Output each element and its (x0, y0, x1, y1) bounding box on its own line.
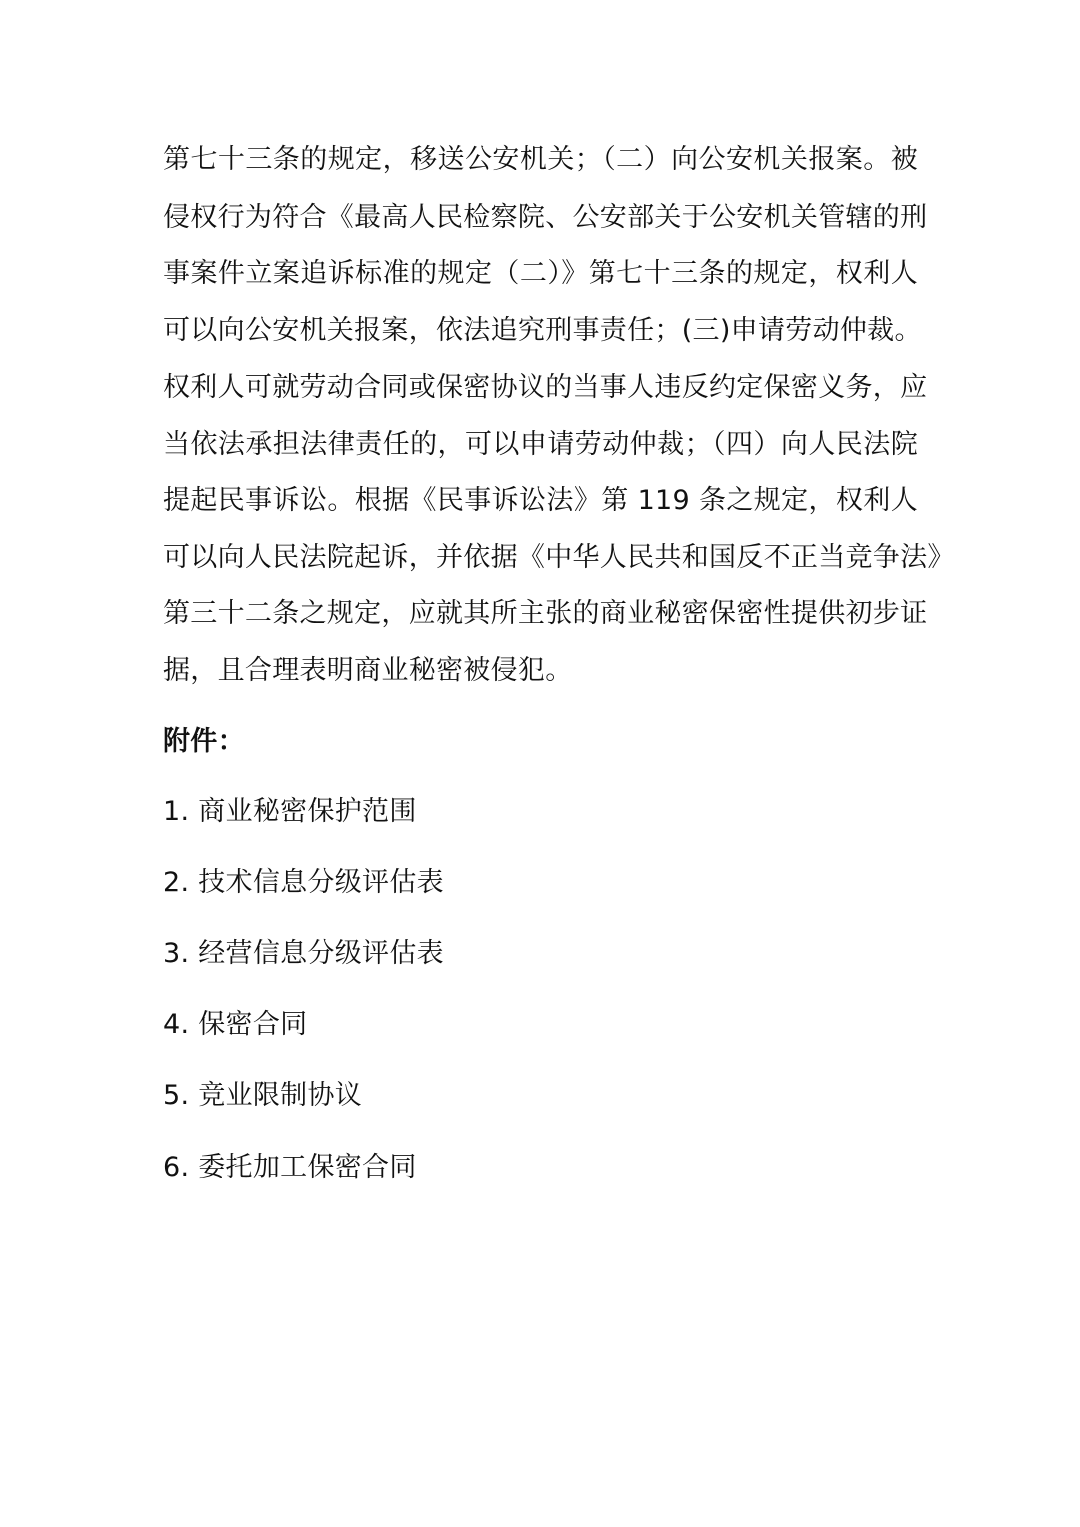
paragraph-line-10: 据，且合理表明商业秘密被侵犯。 (163, 655, 573, 686)
paragraph-line-1: 第七十三条的规定，移送公安机关；（二）向公安机关报案。被 (163, 144, 918, 175)
paragraph-line-3: 事案件立案追诉标准的规定（二）》第七十三条的规定，权利人 (163, 258, 918, 289)
attachments-heading: 附件： (163, 726, 245, 757)
paragraph-line-8: 可以向人民法院起诉，并依据《中华人民共和国反不正当竞争法》 (163, 542, 955, 573)
paragraph-line-4: 可以向公安机关报案，依法追究刑事责任；(三)申请劳动仲裁。 (163, 315, 922, 346)
attachment-item-3: 3. 经营信息分级评估表 (163, 938, 444, 969)
paragraph-line-7: 提起民事诉讼。根据《民事诉讼法》第 119 条之规定，权利人 (163, 485, 918, 516)
paragraph-line-6: 当依法承担法律责任的，可以申请劳动仲裁；（四）向人民法院 (163, 429, 918, 460)
paragraph-line-2: 侵权行为符合《最高人民检察院、公安部关于公安机关管辖的刑 (163, 202, 928, 233)
paragraph-line-5: 权利人可就劳动合同或保密协议的当事人违反约定保密义务，应 (163, 372, 928, 403)
attachment-item-1: 1. 商业秘密保护范围 (163, 796, 417, 827)
attachment-item-4: 4. 保密合同 (163, 1009, 308, 1040)
attachment-item-6: 6. 委托加工保密合同 (163, 1152, 417, 1183)
attachment-item-5: 5. 竞业限制协议 (163, 1080, 363, 1111)
paragraph-line-9: 第三十二条之规定，应就其所主张的商业秘密保密性提供初步证 (163, 598, 928, 629)
attachment-item-2: 2. 技术信息分级评估表 (163, 867, 444, 898)
